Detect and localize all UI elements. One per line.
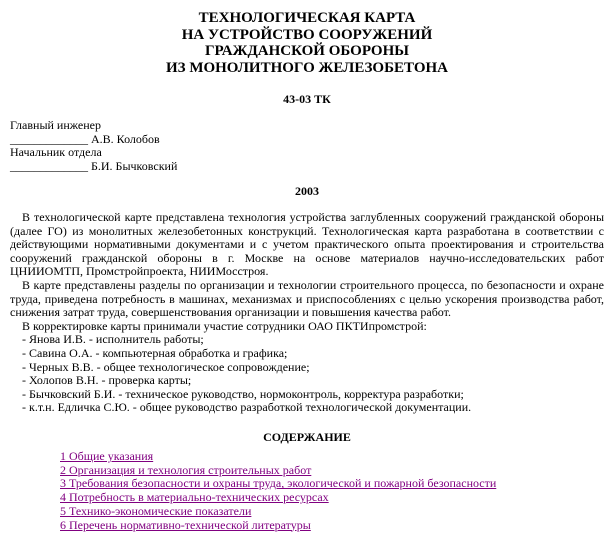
title-line-1: ТЕХНОЛОГИЧЕСКАЯ КАРТА <box>198 10 416 26</box>
participant-item: - Бычковский Б.И. - техническое руководство, нормоконтроль, корректура разработки; <box>22 386 464 401</box>
participant-item: - Янова И.В. - исполнитель работы; <box>22 332 204 347</box>
toc-link-general[interactable]: 1 Общие указания <box>60 449 154 463</box>
intro-paragraph: В технологической карте представлена технология устройства заглубленных сооружений гражданской обороны (далее ГО) из монолитных железобетонных конструкций. Технологическая карта разработана в соответствии с действующими нормативными документами и с учетом практического опыта проектирования и строительства сооружений гражданской обороны в г. Москве на основе материалов научно-исследовательских работ ЦНИИОМТП, Промстройпроекта, НИИМосстроя. <box>10 210 604 279</box>
title-line-2: НА УСТРОЙСТВО СООРУЖЕНИЙ <box>181 26 433 43</box>
document-code: 43-03 ТК <box>283 92 331 106</box>
participant-item: - Холопов В.Н. - проверка карты; <box>22 373 192 388</box>
document-title <box>0 10 614 76</box>
signers-block <box>10 119 177 173</box>
toc-title: СОДЕРЖАНИЕ <box>263 430 351 444</box>
document-body <box>10 211 604 415</box>
title-line-3: ГРАЖДАНСКОЙ ОБОРОНЫ <box>205 43 409 59</box>
dept-head-label: Начальник отдела <box>10 145 102 159</box>
toc-link-literature[interactable]: 6 Перечень нормативно-технической литературы <box>60 517 311 532</box>
participant-item: - Черных В.В. - общее технологическое сопровождение; <box>22 359 310 374</box>
sections-paragraph: В карте представлены разделы по организации и технологии строительного процесса, по безопасности и охране труда, приведена потребность в машинах, механизмах и приспособлениях с целью ускорения производства работ, снижения затрат труда, совершенствования организации и повышения качества работ. <box>10 277 604 320</box>
title-line-4: ИЗ МОНОЛИТНОГО ЖЕЛЕЗОБЕТОНА <box>165 59 448 76</box>
dept-head-signature: _____________ Б.И. Бычковский <box>10 158 178 173</box>
chief-engineer-signature: _____________ А.В. Колобов <box>10 131 160 146</box>
participant-item: - к.т.н. Едличка С.Ю. - общее руководство разработкой технологической документации. <box>22 400 472 415</box>
participant-item: - Савина О.А. - компьютерная обработка и графика; <box>22 345 288 360</box>
toc-link-organization[interactable]: 2 Организация и технология строительных работ <box>60 462 312 477</box>
chief-engineer-label: Главный инженер <box>10 118 101 132</box>
toc-link-indicators[interactable]: 5 Технико-экономические показатели <box>60 503 252 518</box>
document-year: 2003 <box>295 184 319 198</box>
participants-intro: В корректировке карты принимали участие сотрудники ОАО ПКТИпромстрой: <box>22 318 427 333</box>
toc-link-resources[interactable]: 4 Потребность в материально-технических ресурсах <box>60 490 329 505</box>
toc-link-safety[interactable]: 3 Требования безопасности и охраны труда, экологической и пожарной безопасности <box>60 476 497 491</box>
table-of-contents <box>60 450 496 532</box>
